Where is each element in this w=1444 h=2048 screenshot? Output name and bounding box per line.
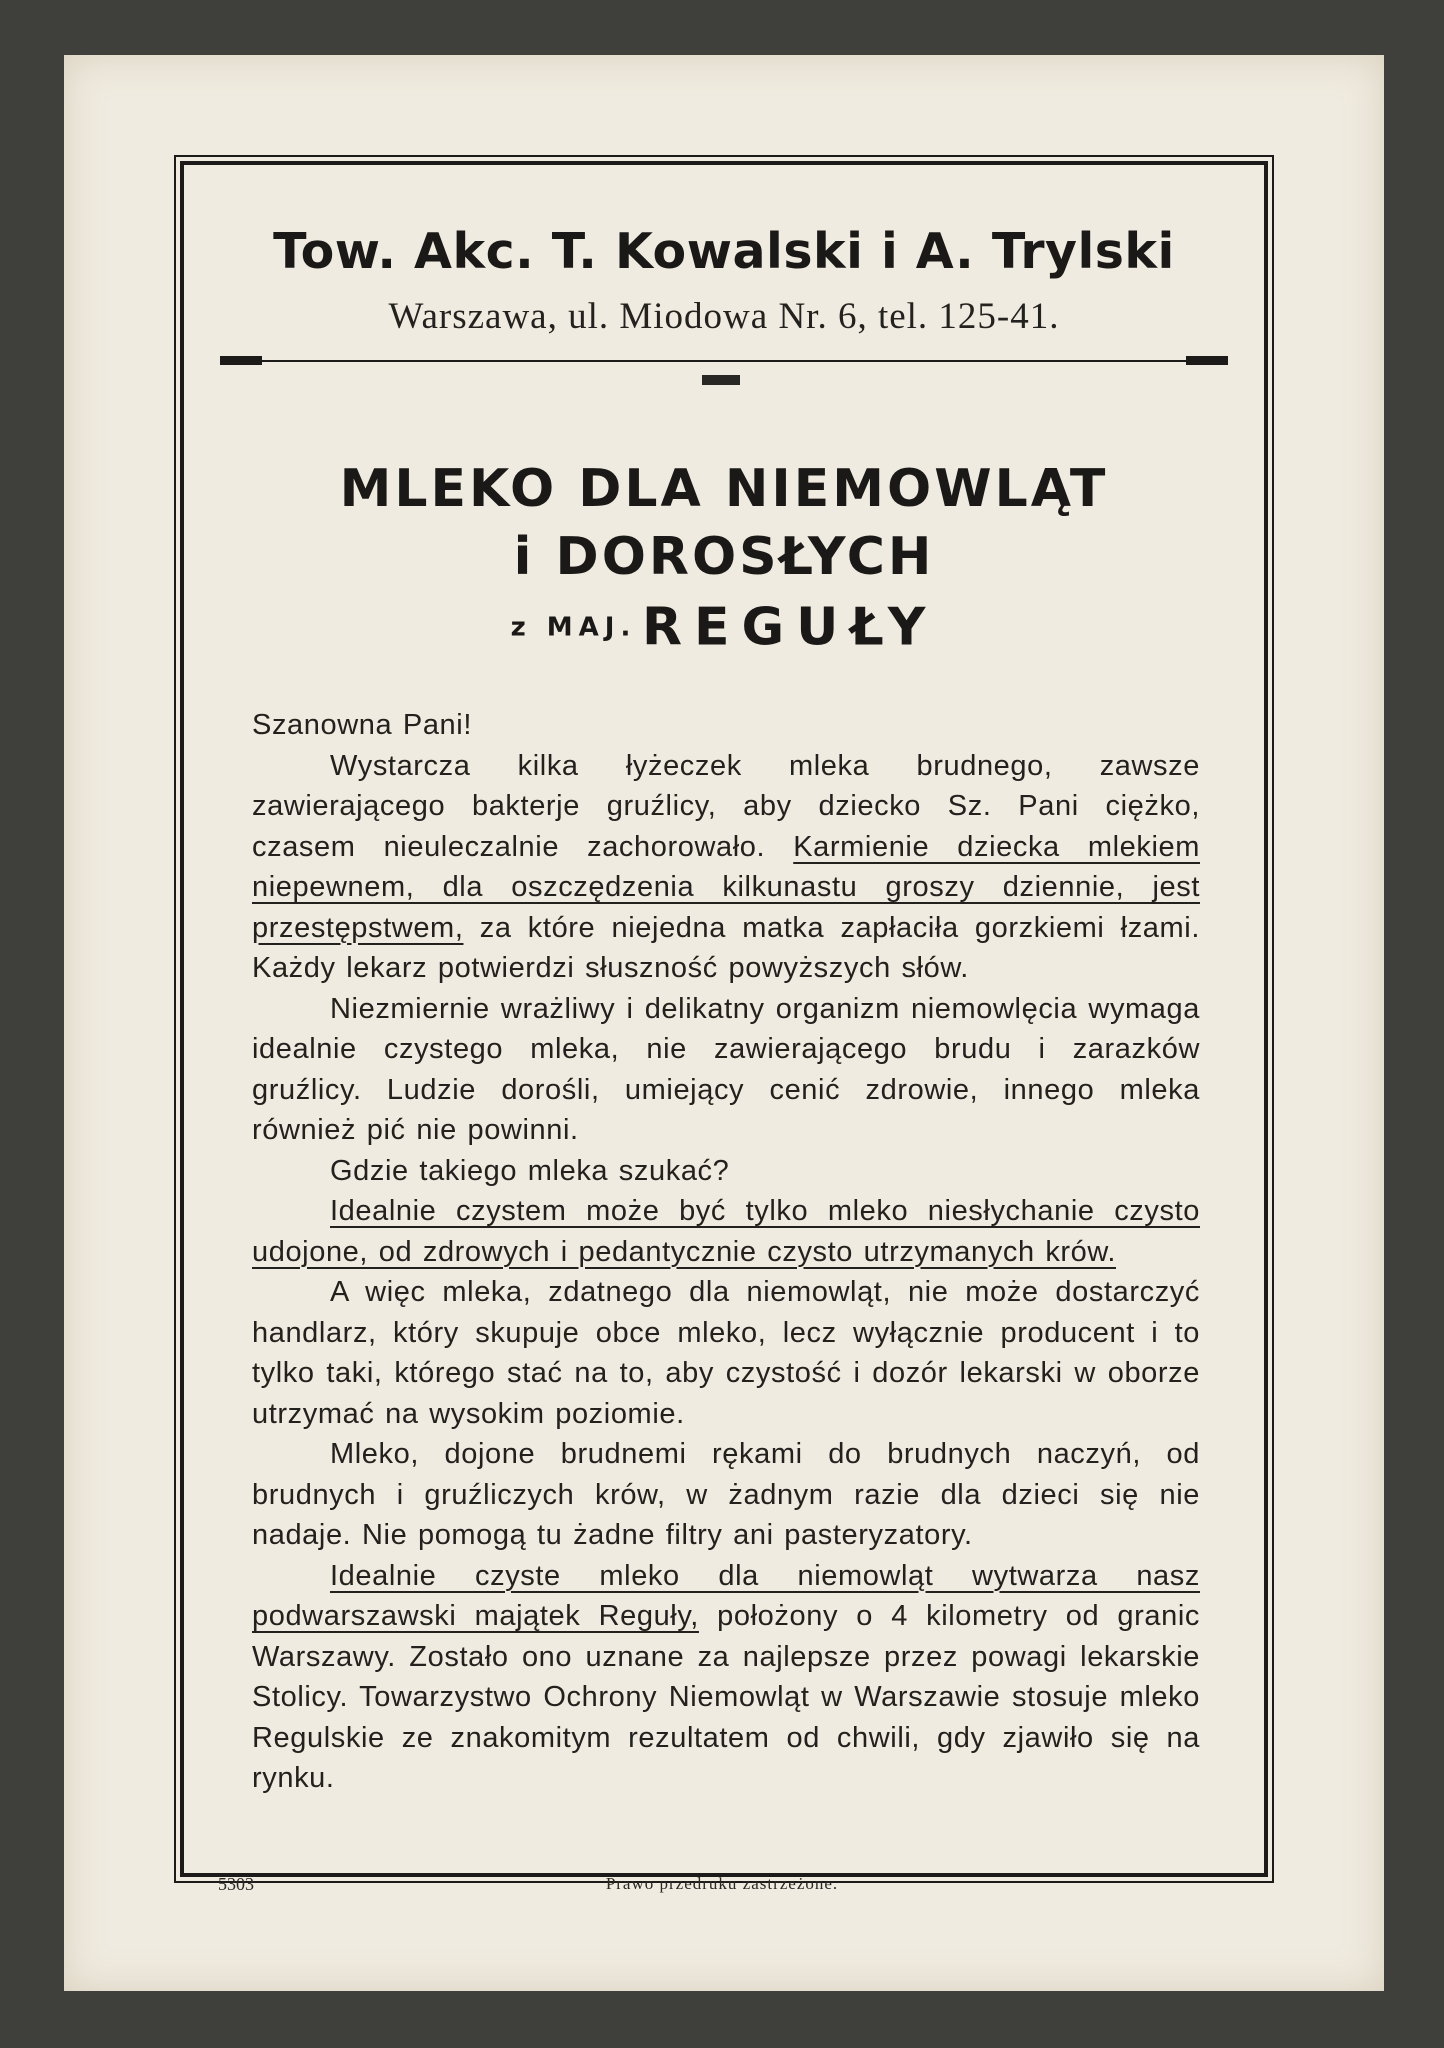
ornament-mark <box>702 375 740 385</box>
paragraph-5: A więc mleka, zdatnego dla niemowląt, nie może dostarczyć handlarz, który skupuje obce mleko, lecz wyłącznie producent i to tylko taki, którego stać na to, aby czystość i dozór lekarski w oborze utrzymać na wysokim poziomie. <box>252 1276 1200 1430</box>
paragraph-7-underlined: Idealnie czyste mleko dla niemowląt wytwarza nasz podwarszawski majątek Reguły, <box>252 1559 1200 1632</box>
company-name: Tow. Akc. T. Kowalski i A. Trylski <box>273 223 1175 280</box>
paragraph-1-text-a: Wystarcza kilka łyżeczek mleka brudnego, zawsze zawierającego bakterje gruźlicy, aby dziecko Sz. Pani ciężko, czasem nieuleczalnie zachorowało. <box>252 749 1200 863</box>
letter-body <box>252 705 1200 1799</box>
paragraph-1-text-b: za które niejedna matka zapłaciła gorzkiemi łzami. Każdy lekarz potwierdzi słuszność powyższych słów. <box>252 911 1200 984</box>
header-divider <box>220 355 1228 367</box>
company-address: Warszawa, ul. Miodowa Nr. 6, tel. 125-41. <box>388 296 1060 337</box>
divider-cap-left <box>220 356 262 365</box>
copyright-note: Prawo przedruku zastrzeżone. <box>605 1874 839 1893</box>
paragraph-3: Gdzie takiego mleka szukać? <box>330 1154 730 1187</box>
print-code: 5303 <box>218 1874 254 1894</box>
headline-line-2: i DOROSŁYCH <box>513 527 935 587</box>
paragraph-1-underlined: Karmienie dziecka mlekiem niepewnem, dla oszczędzenia kilkunastu groszy dziennie, jest przestępstwem, <box>252 830 1200 944</box>
paragraph-6: Mleko, dojone brudnemi rękami do brudnych naczyń, od brudnych i gruźliczych krów, w żadnym razie dla dzieci się nie nadaje. Nie pomogą tu żadne filtry ani pasteryzatory. <box>252 1438 1200 1551</box>
headline-line-3 <box>184 591 1264 664</box>
paragraph-7 <box>252 1556 1200 1799</box>
paragraph-4-underlined: Idealnie czystem może być tylko mleko niesłychanie czysto udojone, od zdrowych i pedantycznie czysto utrzymanych krów. <box>252 1195 1200 1268</box>
paragraph-7-text: położony o 4 kilometry od granic Warszawy. Zostało ono uznane za najlepsze przez powagi lekarskie Stolicy. Towarzystwo Ochrony Niemowląt w Warszawie stosuje mleko Regulskie ze znakomitym rezultatem od chwili, gdy zjawiło się na rynku. <box>252 1600 1200 1794</box>
divider-line <box>220 360 1228 362</box>
paragraph-4 <box>252 1191 1200 1272</box>
headline-line-1: MLEKO DLA NIEMOWLĄT <box>339 459 1109 519</box>
border-frame <box>180 161 1268 1877</box>
headline <box>184 455 1264 664</box>
paragraph-1 <box>252 746 1200 989</box>
document-page <box>64 55 1384 1991</box>
headline-prefix: z MAJ. <box>510 612 637 643</box>
paragraph-2: Niezmiernie wrażliwy i delikatny organizm niemowlęcia wymaga idealnie czystego mleka, nie zawierającego brudu i zarazków gruźlicy. Ludzie dorośli, umiejący cenić zdrowie, innego mleka również pić nie powinni. <box>252 992 1200 1146</box>
headline-estate: REGUŁY <box>641 597 938 658</box>
divider-cap-right <box>1186 356 1228 365</box>
greeting: Szanowna Pani! <box>252 709 472 741</box>
